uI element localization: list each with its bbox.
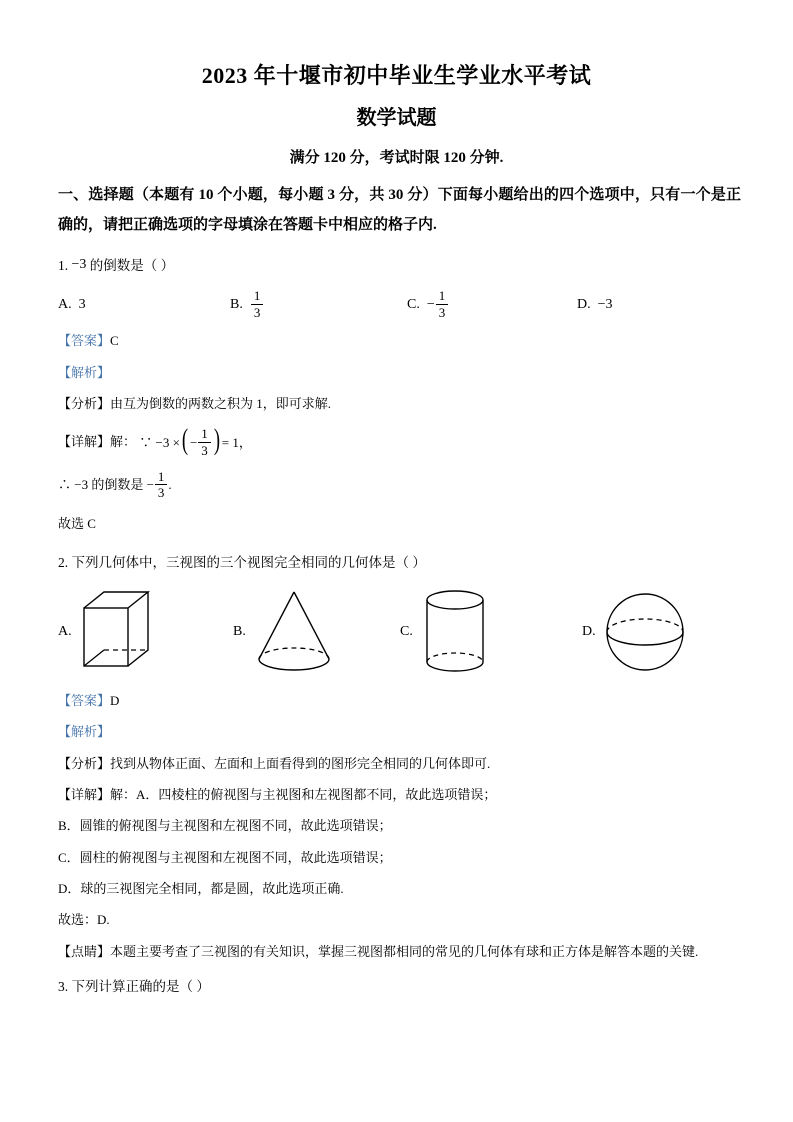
question-1-stem <box>58 252 741 279</box>
question-1-options <box>58 288 741 322</box>
math-line1-left: ∵ −3 × <box>139 434 180 450</box>
option-c-numerator: 1 <box>438 288 446 304</box>
question-2-stem <box>58 550 741 576</box>
question-1-number: 1. <box>58 257 69 273</box>
question-1-conclusion-math <box>58 468 741 501</box>
math-line1-numerator: 1 <box>201 426 208 442</box>
dianjing-label: 【点睛】 <box>58 943 111 959</box>
option-b-fraction <box>251 289 264 319</box>
exam-meta: 满分 120 分，考试时限 120 分钟. <box>289 149 504 166</box>
option-b-denominator: 3 <box>253 304 261 320</box>
math-expression-line-1: ∵ −3 ×( − $\frac{1}{3}$ ) = 1， <box>139 422 252 459</box>
answer-label: 【答案】 <box>58 692 111 708</box>
fenxi-text: 由互为倒数的两数之积为 1，即可求解. <box>110 396 332 412</box>
option-c[interactable] <box>407 290 577 320</box>
option-d-label: D. <box>577 297 591 313</box>
analysis-label: 【解析】 <box>58 724 111 740</box>
fenxi-text: 找到从物体正面、左面和上面看得到的图形完全相同的几何体即可. <box>110 755 491 771</box>
question-1-xiangjie <box>58 422 741 459</box>
math-line1-denominator: 3 <box>201 443 208 459</box>
question-2-conclusion: 故选：D. <box>58 912 110 928</box>
option-a[interactable] <box>58 297 230 313</box>
option-b-label: B. <box>230 297 243 313</box>
option-b[interactable] <box>230 290 407 320</box>
question-2-fenxi <box>58 751 741 776</box>
exam-content <box>0 181 793 999</box>
question-2-line-b: B．圆锥的俯视图与主视图和左视图不同，故此选项错误； <box>58 818 392 834</box>
option-c-label: C. <box>400 623 413 639</box>
answer-value: C <box>110 333 119 349</box>
math-line1-fraction <box>198 427 211 457</box>
question-2-options <box>58 582 741 682</box>
xiangjie-text: 解：A．四棱柱的俯视图与主视图和左视图都不同，故此选项错误； <box>110 787 497 802</box>
option-a-label: A. <box>58 623 72 639</box>
question-2-line-c: C．圆柱的俯视图与主视图和左视图不同，故此选项错误； <box>58 849 392 865</box>
option-c-sign: − <box>426 297 435 313</box>
fenxi-label: 【分析】 <box>58 755 111 771</box>
question-2-number: 2. <box>58 555 69 571</box>
option-d[interactable] <box>582 586 722 678</box>
question-1-answer <box>58 328 741 353</box>
cone-icon <box>252 586 336 678</box>
math-line2-left: ∴ −3 的倒数是 − <box>58 476 154 492</box>
cylinder-icon <box>419 586 491 678</box>
math-line2-numerator: 1 <box>157 468 165 484</box>
dianjing-text: 本题主要考查了三视图的有关知识，掌握三视图都相同的常见的几何体有球和正方体是解答本题的关键. <box>110 943 699 959</box>
section-instruction: 一、选择题（本题有 10 个小题，每小题 3 分，共 30 分）下面每小题给出的四个选项中，只有一个是正确的，请把正确选项的字母填涂在答题卡中相应的格子内. <box>58 187 741 233</box>
math-line2-right: . <box>168 476 172 492</box>
xiangjie-lead: 解： <box>110 434 137 450</box>
question-1-suffix: 的倒数是（ ） <box>89 257 175 273</box>
question-1-value: −3 <box>71 256 87 272</box>
math-expression-line-2 <box>58 468 172 501</box>
option-d-value: −3 <box>597 297 613 313</box>
option-d[interactable] <box>577 297 717 313</box>
question-3-stem <box>58 974 741 1000</box>
option-a-label: A. <box>58 297 72 313</box>
option-b-label: B. <box>233 623 246 639</box>
question-2-text: 下列几何体中，三视图的三个视图完全相同的几何体是（ ） <box>71 555 426 571</box>
answer-label: 【答案】 <box>58 333 111 349</box>
option-a[interactable] <box>58 586 233 678</box>
option-a-value: 3 <box>78 297 86 313</box>
page-title: 2023 年十堰市初中毕业生学业水平考试 <box>201 63 592 88</box>
page-subtitle: 数学试题 <box>356 106 437 129</box>
option-c-fraction <box>436 289 449 319</box>
xiangjie-label: 【详解】 <box>58 787 111 802</box>
question-1-fenxi <box>58 391 741 416</box>
question-2-answer <box>58 688 741 713</box>
option-d-label: D. <box>582 623 596 639</box>
answer-value: D <box>110 692 120 708</box>
math-line2-fraction <box>155 470 168 500</box>
analysis-label: 【解析】 <box>58 364 111 380</box>
question-3-number: 3. <box>58 979 69 995</box>
cuboid-icon <box>78 586 158 678</box>
math-line1-right: = 1， <box>221 434 252 450</box>
xiangjie-label: 【详解】 <box>58 434 111 450</box>
sphere-icon <box>602 586 688 678</box>
question-3-text: 下列计算正确的是（ ） <box>71 979 210 995</box>
math-line1-sign: − <box>189 434 198 450</box>
question-2-xiangjie <box>58 782 741 807</box>
option-b-numerator: 1 <box>253 288 261 304</box>
option-b[interactable] <box>233 586 400 678</box>
option-c-denominator: 3 <box>438 304 446 320</box>
question-2-dianjing <box>58 939 741 964</box>
question-1-conclusion: 故选 C <box>58 515 96 531</box>
math-line2-denominator: 3 <box>157 485 165 501</box>
question-1-analysis-label <box>58 360 741 385</box>
question-2-analysis-label <box>58 719 741 744</box>
option-c-label: C. <box>407 297 420 313</box>
fenxi-label: 【分析】 <box>58 396 111 412</box>
question-2-line-d: D．球的三视图完全相同，都是圆，故此选项正确. <box>58 881 344 897</box>
option-c[interactable] <box>400 586 582 678</box>
